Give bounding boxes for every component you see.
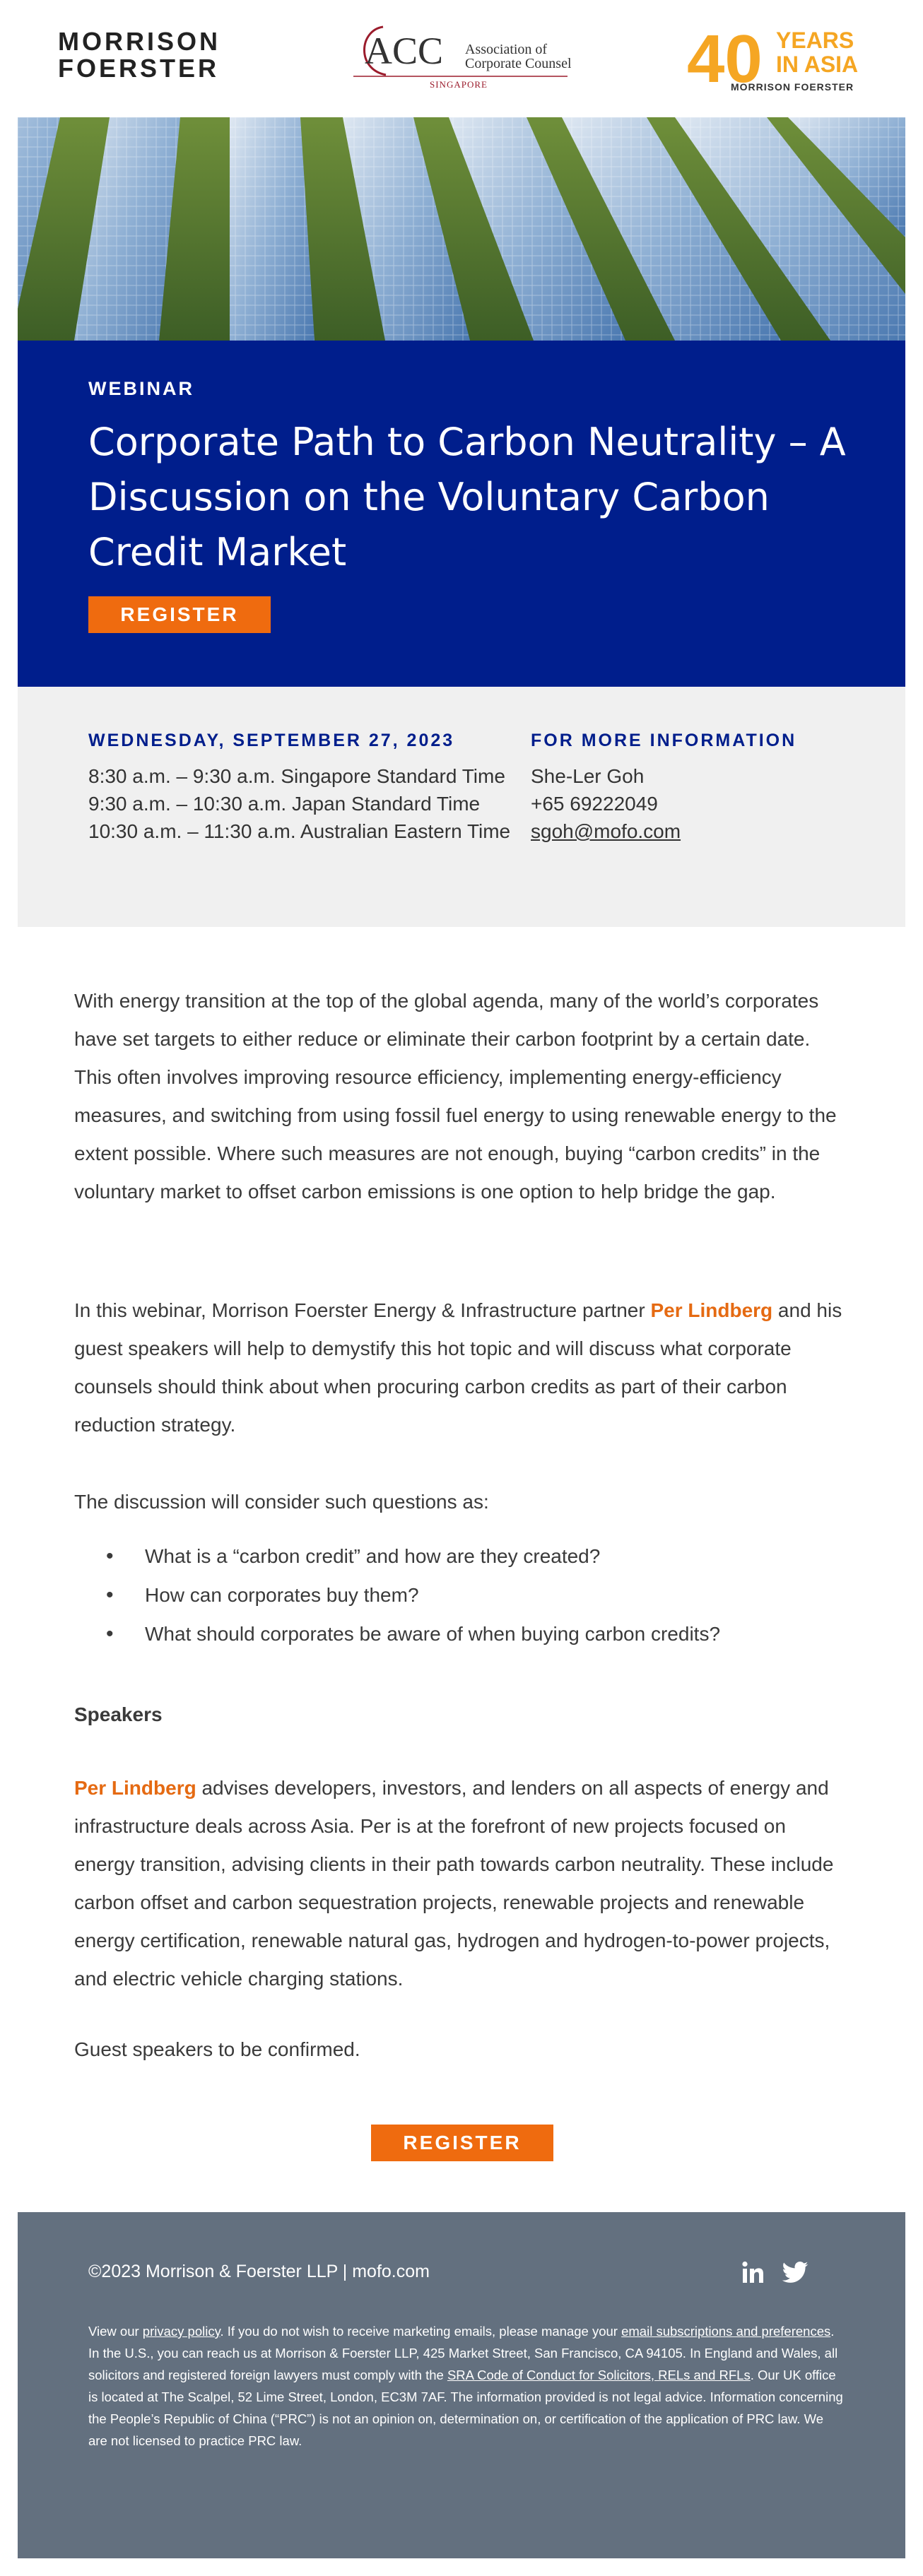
mofo-logo-line-2: FOERSTER: [58, 54, 220, 83]
intro-paragraph-text: With energy transition at the top of the global agenda, many of the world’s corporates have set targets to either reduce or eliminate their carbon footprint by a certain date. This often involves improving resource efficiency, implementing energy-efficiency measures, and switching from using fossil fuel energy to using renewable energy to the extent possible. Where such measures are not enough, buying “carbon credits” in the voluntary market to offset carbon emissions is one option to help bridge the gap.: [74, 990, 837, 1203]
acc-logo-mark: [352, 20, 571, 90]
register-button-bottom[interactable]: REGISTER: [371, 2125, 553, 2161]
webinar-title: Corporate Path to Carbon Neutrality – A Discussion on the Voluntary Carbon Credit Market: [88, 420, 846, 574]
event-date-heading: WEDNESDAY, SEPTEMBER 27, 2023: [88, 731, 455, 750]
acc-abbr: ACC: [365, 30, 444, 72]
acc-singapore-logo[interactable]: [352, 20, 571, 90]
webinar-title-band: [18, 341, 905, 687]
acc-region: SINGAPORE: [430, 79, 488, 90]
more-info-heading: FOR MORE INFORMATION: [531, 731, 797, 750]
legal-part-2: . If you do not wish to receive marketing emails, please manage your: [220, 2324, 622, 2339]
list-item: • How can corporates buy them?: [74, 1576, 852, 1614]
legal-part-3: . In the U.S., you can reach us at Morrison & Foerster LLP, 425 Market Street, San Francisco, CA 94105. In England and Wales, all solicitors and registered foreign lawyers must comply with the: [88, 2324, 838, 2382]
article-body: [18, 927, 905, 2212]
legal-part-1: View our: [88, 2324, 143, 2339]
event-date-column: [88, 731, 527, 845]
guest-speakers-note: [74, 2031, 852, 2069]
intro-paragraph: [74, 982, 852, 1211]
acc-line-1: Association of: [465, 42, 548, 57]
linkedin-icon[interactable]: [739, 2259, 767, 2287]
event-details-panel: [18, 687, 905, 927]
sra-code-link[interactable]: SRA Code of Conduct for Solicitors, RELs and RFLs: [447, 2368, 751, 2382]
privacy-policy-link[interactable]: privacy policy: [142, 2324, 221, 2339]
speaker-bio-paragraph: [74, 1769, 852, 1998]
speaker-bio-text: advises developers, investors, and lenders on all aspects of energy and infrastructure deals across Asia. Per is at the forefront of new projects focused on energy transition, advising clients in their path towards carbon neutrality. These include carbon offset and carbon sequestration projects, renewable projects and renewable energy certification, renewable natural gas, hydrogen and hydrogen-to-power projects, and electric vehicle charging stations.: [74, 1777, 834, 1990]
contact-name: She-Ler Goh: [531, 765, 645, 787]
contact-email-link[interactable]: sgoh@mofo.com: [531, 820, 681, 842]
desc-text-after: and his guest speakers will help to demystify this hot topic and will discuss what corporate counsels should think about when procuring carbon credits as part of their carbon reduction strategy.: [74, 1299, 842, 1436]
twitter-icon[interactable]: [781, 2259, 809, 2287]
guest-speakers-text: Guest speakers to be confirmed.: [74, 2038, 360, 2060]
desc-text-before: In this webinar, Morrison Foerster Energy & Infrastructure partner: [74, 1299, 651, 1321]
per-lindberg-link-bio[interactable]: Per Lindberg: [74, 1777, 196, 1799]
acc-line-2: Corporate Counsel: [465, 56, 571, 71]
time-australia: 10:30 a.m. – 11:30 a.m. Australian Eastern Time: [88, 820, 511, 842]
list-item: • What should corporates be aware of when buying carbon credits?: [74, 1614, 852, 1653]
questions-list: [74, 1537, 852, 1653]
speakers-heading: Speakers: [74, 1703, 163, 1725]
contact-column: [531, 731, 835, 845]
solar-panels-hero-image: [18, 117, 905, 341]
footer-copyright: [88, 2262, 430, 2282]
mofo-logo-line-1: MORRISON: [58, 27, 221, 56]
footer: [18, 2212, 905, 2558]
questions-intro: [74, 1483, 852, 1521]
copyright-link[interactable]: ©2023 Morrison & Foerster LLP | mofo.com: [88, 2262, 430, 2281]
header-logos: [0, 0, 923, 117]
legal-part-4: . Our UK office is located at The Scalpel, 52 Lime Street, London, EC3M 7AF. The information provided is not legal advice. Information concerning the People’s Republic of China (“PRC”) is not an opinion on, determination on, or certification of the application of PRC law. We are not licensed to practice PRC law.: [88, 2368, 843, 2448]
footer-legal-text: [88, 2320, 845, 2452]
contact-phone: +65 69222049: [531, 793, 658, 815]
forty-years-label: YEARS: [776, 28, 854, 53]
forty-in-asia-label: IN ASIA: [776, 52, 859, 77]
time-japan: 9:30 a.m. – 10:30 a.m. Japan Standard Time: [88, 793, 481, 815]
time-singapore: 8:30 a.m. – 9:30 a.m. Singapore Standard Time: [88, 765, 505, 787]
morrison-foerster-logo[interactable]: [58, 28, 235, 85]
email-subscriptions-link[interactable]: email subscriptions and preferences: [621, 2324, 831, 2339]
speakers-heading-row: [74, 1696, 852, 1734]
forty-number: 40: [687, 21, 763, 97]
register-button-top[interactable]: REGISTER: [88, 596, 271, 633]
forty-years-in-asia-logo: [687, 20, 872, 98]
webinar-description-paragraph: [74, 1292, 852, 1444]
webinar-eyebrow: WEBINAR: [88, 378, 194, 399]
per-lindberg-link-inline[interactable]: Per Lindberg: [650, 1299, 773, 1321]
questions-intro-text: The discussion will consider such questions as:: [74, 1491, 489, 1513]
forty-brand: MORRISON FOERSTER: [731, 81, 854, 93]
list-item: • What is a “carbon credit” and how are they created?: [74, 1537, 852, 1576]
